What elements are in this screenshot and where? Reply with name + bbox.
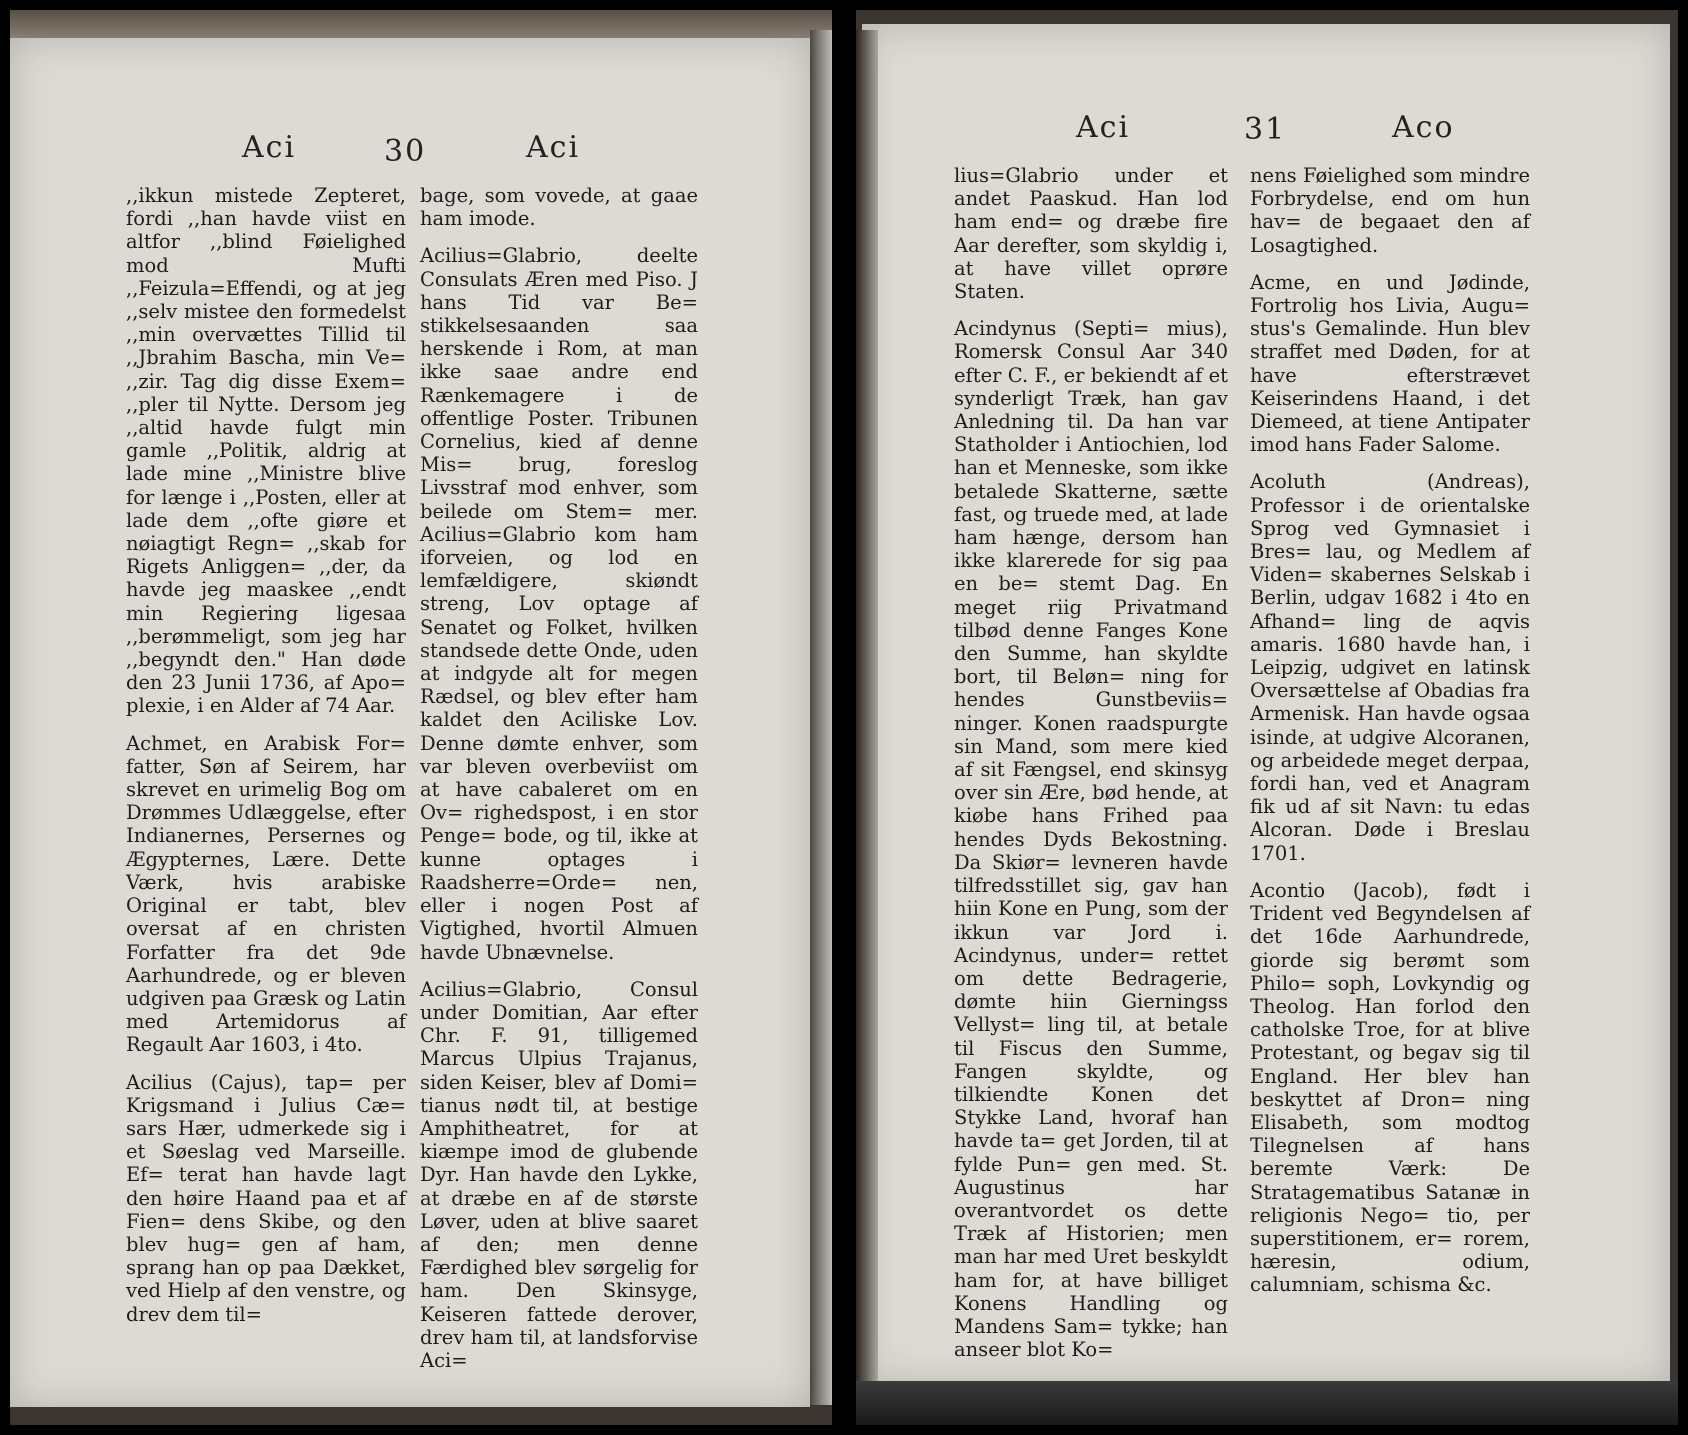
right-running-head-left: Aci — [1076, 110, 1131, 145]
entry-acilius-glabrio-2: Acilius=Glabrio, Consul under Domitian, Aar efter Chr. F. 91, tilligemed Marcus Ulpius Trajanus, siden Keiser, blev af Domi= tianus nødt til, at bestige Amphitheatret, for at kiæmpe imod de glubende Dyr. Han havde den Lykke, at dræbe en af de største Løver, uden at blive saaret af den; men denne Færdighed blev sørgelig for ham. Den Skinsyge, Keiseren fattede derover, drev ham til, at landsforvise Aci= — [420, 977, 698, 1372]
page-top-edge — [10, 10, 832, 40]
left-page — [10, 38, 810, 1407]
entry-acme: Acme, en und Jødinde, Fortrolig hos Livia, Augu= stus's Gemalinde. Hun blev straffet med Døden, for at have efterstrævet Keiserindens Haand, i det Diemeed, at tiene Antipater imod hans Fader Salome. — [1250, 270, 1530, 457]
left-page-number: 30 — [384, 134, 427, 169]
right-page — [862, 24, 1670, 1385]
paragraph: lius=Glabrio under et andet Paaskud. Han lod ham end= og dræbe fire Aar derefter, som skyldig i, at have villet oprøre Staten. — [954, 164, 1228, 304]
right-page-scan — [856, 10, 1678, 1425]
book-spine — [856, 30, 878, 1405]
entry-acindynus: Acindynus (Septi= mius), Romersk Consul Aar 340 efter C. F., er bekiendt af et synderligt Træk, han gav Anledning til. Da han var Statholder i Antiochien, lod han et Menneske, som ikke betalede Skatterne, sætte fast, og truede med, at lade ham hænge, dersom han ikke klarerede for sig paa en be= stemt Dag. En meget riig Privatmand tilbød denne Fanges Kone den Summe, han skyldte bort, til Beløn= ning for hendes Gunstbeviis= ninger. Konen raadspurgte sin Mand, som mere kied af sit Fængsel, end skinsyg over sin Ære, bød hende, at kiøbe hans Frihed paa hendes Dyds Bekostning. Da Skiør= levneren havde tilfredsstillet sig, gav han hiin Kone en Pung, som der ikkun var Jord i. Acindynus, under= rettet om dette Bedragerie, dømte hiin Gierningss Vellyst= ling til, at betale til Fiscus den Summe, Fangen skyldte, og tilkiendte Konen det Stykke Land, hvoraf han havde ta= get Jorden, til at fylde Pun= gen med. St. Augustinus har overantvordet os dette Træk af Historien; men man har med Uret beskyldt ham for, at have billiget Konens Handling og Mandens Sam= tykke; han anseer blot Ko= — [954, 317, 1228, 1362]
entry-achmet: Achmet, en Arabisk For= fatter, Søn af Seirem, har skrevet en urimelig Bog om Drømmes Udlæggelse, efter Indianernes, Persernes og Ægypternes, Lære. Dette Værk, hvis arabiske Original er tabt, blev oversat af en christen Forfatter fra det 9de Aarhundrede, og er bleven udgiven paa Græsk og Latin med Artemidorus af Regault Aar 1603, i 4to. — [126, 731, 406, 1057]
right-column-2 — [1250, 164, 1530, 1297]
left-running-head-right: Aci — [526, 130, 581, 165]
paragraph: ,,ikkun mistede Zepteret, fordi ,,han havde viist en altfor ,,blind Føielighed mod Mufti ,,Feizula=Effendi, og at jeg ,,selv mistee den formedelst ,,min overvættes Tillid til ,,Jbrahim Bascha, min Ve= ,,zir. Tag dig disse Exem= ,,pler til Nytte. Dersom jeg ,,altid havde fulgt min gamle ,,Politik, aldrig at lade mine ,,Ministre blive for længe i ,,Posten, eller at lade dem ,,ofte giøre et nøiagtigt Regn= ,,skab for Rigets Anliggen= ,,der, da havde jeg maaskee ,,endt min Regiering ligesaa ,,berømmeligt, som jeg har ,,begyndt den." Han døde den 23 Junii 1736, af Apo= plexie, i en Alder af 74 Aar. — [126, 184, 406, 718]
left-column-1 — [126, 184, 406, 1326]
book-spine — [810, 30, 832, 1405]
page-bottom-edge — [856, 1381, 1678, 1425]
right-column-1 — [954, 164, 1228, 1361]
entry-acilius-glabrio-1: Acilius=Glabrio, deelte Consulats Æren med Piso. J hans Tid var Be= stikkelsesaanden saa herskende i Rom, at man ikke saae andre end Rænkemagere i de offentlige Poster. Tribunen Cornelius, kied af denne Mis= brug, foreslog Livsstraf mod enhver, som beilede om Stem= mer. Acilius=Glabrio kom ham iforveien, og lod en lemfældigere, skiøndt streng, Lov optage af Senatet og Folket, hvilken standsede dette Onde, uden at indgyde alt for megen Rædsel, og blev efter ham kaldet den Aciliske Lov. Denne dømte enhver, som var bleven overbeviist om at have cabaleret om en Ov= righedspost, i en stor Penge= bode, og til, ikke at kunne optages i Raadsherre=Orde= nen, eller i nogen Post af Vigtighed, hvortil Almuen havde Ubnævnelse. — [420, 244, 698, 964]
paragraph: bage, som vovede, at gaae ham imode. — [420, 184, 698, 231]
entry-acilius-cajus: Acilius (Cajus), tap= per Krigsmand i Julius Cæ= sars Hær, udmerkede sig i et Søeslag ved Marseille. Ef= terat han havde lagt den høire Haand paa et af Fien= dens Skibe, og den blev hug= gen af ham, sprang han op paa Dækket, ved Hielp af den venstre, og drev dem til= — [126, 1070, 406, 1326]
entry-acoluth: Acoluth (Andreas), Professor i de orientalske Sprog ved Gymnasiet i Bres= lau, og Medlem af Viden= skabernes Selskab i Berlin, udgav 1682 i 4to en Afhand= ling de aqvis amaris. 1680 havde han, i Leipzig, udgivet en latinsk Oversættelse af Obadias fra Armenisk. Han havde ogsaa isinde, at udgive Alcoranen, og arbeidede meget derpaa, fordi han, ved et Anagram fik ud af sit Navn: tu edas Alcoran. Døde i Breslau 1701. — [1250, 470, 1530, 865]
left-page-scan — [10, 10, 832, 1425]
right-page-number: 31 — [1244, 112, 1287, 147]
right-running-head: Aco — [1392, 110, 1455, 145]
entry-acontio: Acontio (Jacob), født i Trident ved Begyndelsen af det 16de Aarhundrede, giorde sig berømt som Philo= soph, Lovkyndig og Theolog. Han forlod den catholske Troe, for at blive Protestant, og begav sig til England. Her blev han beskyttet af Dron= ning Elisabeth, som modtog Tilegnelsen af hans beremte Værk: De Stratagematibus Satanæ in religionis Nego= tio, per superstitionem, er= rorem, hæresin, odium, calumniam, schisma &c. — [1250, 878, 1530, 1297]
left-column-2 — [420, 184, 698, 1372]
left-running-head: Aci — [242, 130, 297, 165]
paragraph: nens Føielighed som mindre Forbrydelse, end om hun hav= de begaaet den af Losagtighed. — [1250, 164, 1530, 257]
